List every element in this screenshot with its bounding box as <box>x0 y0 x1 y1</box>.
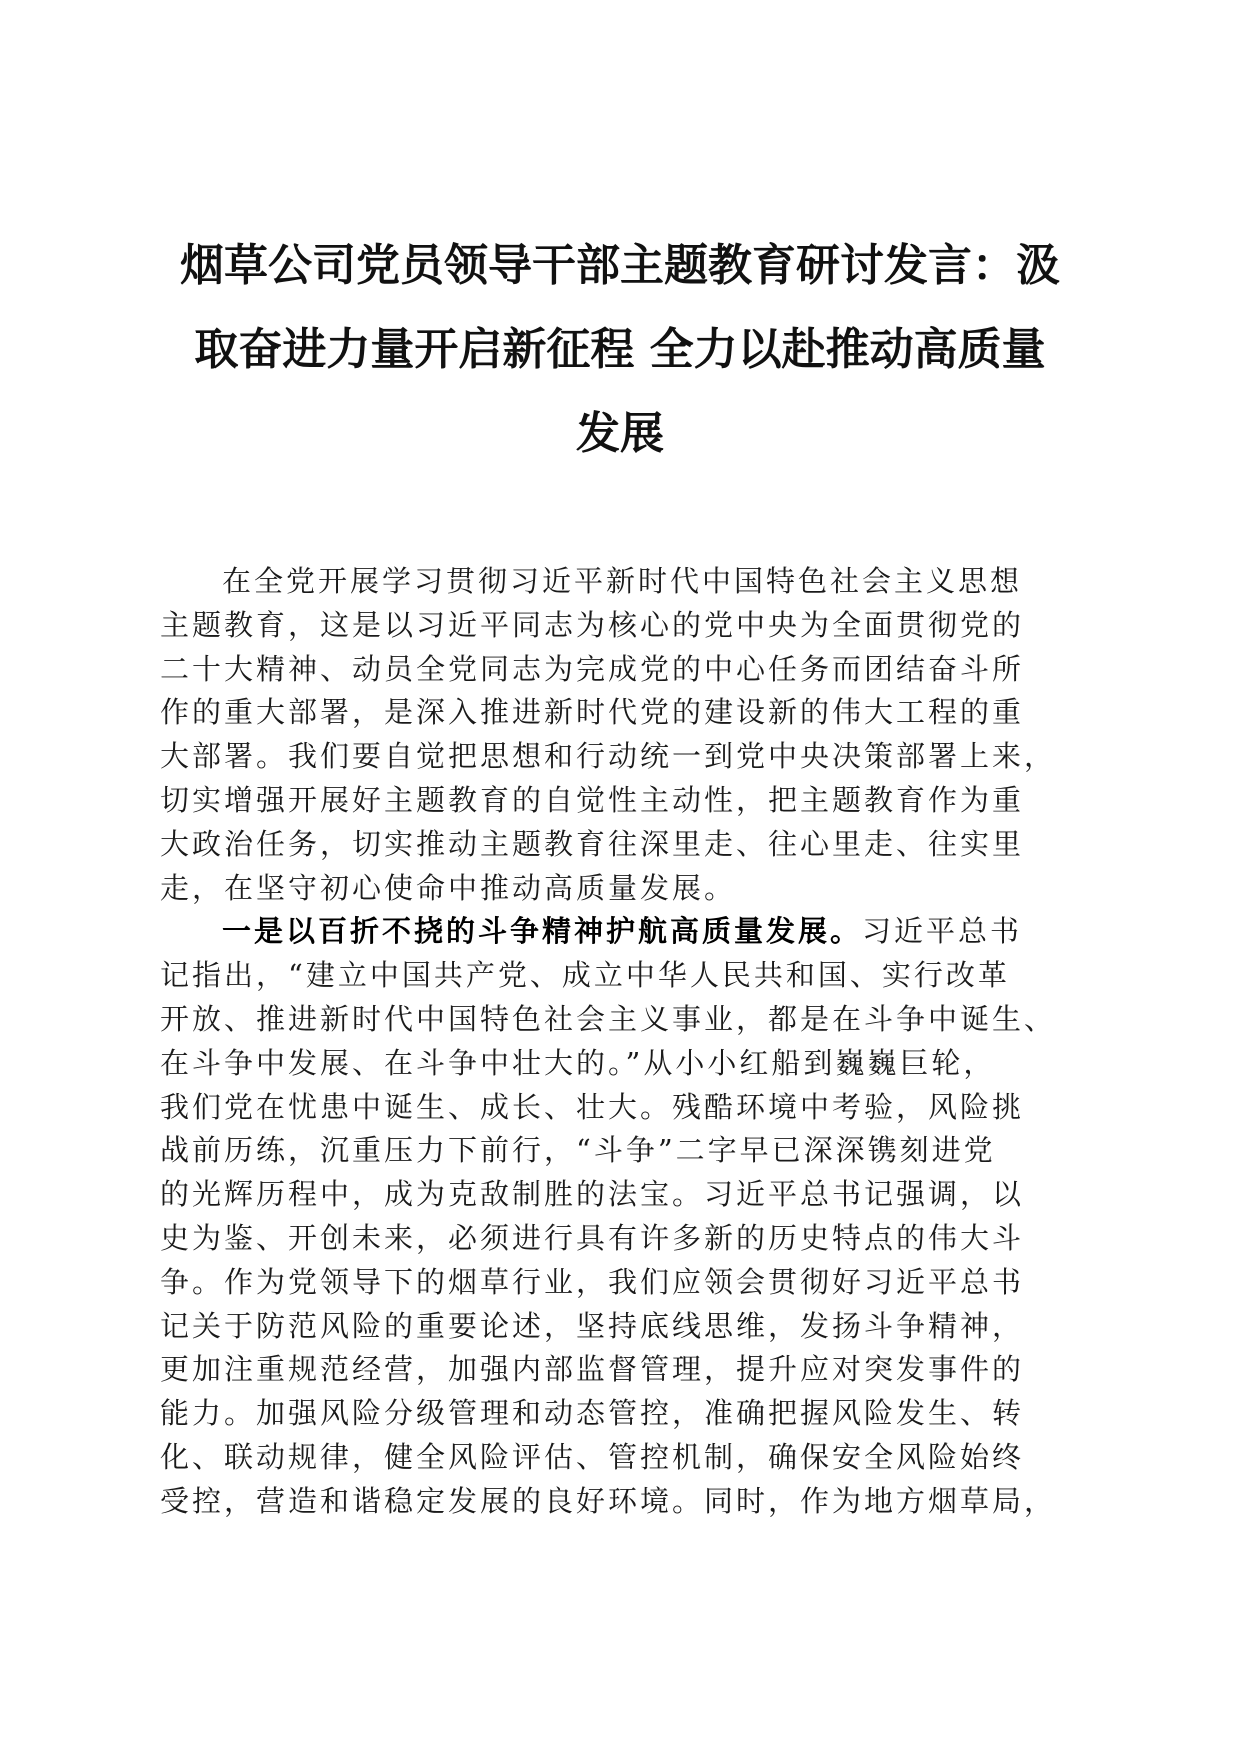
paragraph-line: 在全党开展学习贯彻习近平新时代中国特色社会主义思想 <box>222 564 1023 598</box>
paragraph-line: 记指出，“建立中国共产党、成立中华人民共和国、实行改革 <box>160 958 1010 993</box>
document-body <box>160 560 1100 1524</box>
document-title <box>130 224 1110 476</box>
paragraph-line: 在斗争中发展、在斗争中壮大的。”从小小红船到巍巍巨轮， <box>160 1045 996 1080</box>
paragraph-line: 作的重大部署，是深入推进新时代党的建设新的伟大工程的重 <box>160 695 1025 730</box>
paragraph-line: 记关于防范风险的重要论述，坚持底线思维，发扬斗争精神， <box>160 1308 1025 1343</box>
paragraph-line: 争。作为党领导下的烟草行业，我们应领会贯彻好习近平总书 <box>160 1264 1025 1299</box>
paragraph-first-line <box>160 910 1100 954</box>
paragraph-line: 大部署。我们要自觉把思想和行动统一到党中央决策部署上来， <box>160 739 1057 774</box>
paragraph-line: 二十大精神、动员全党同志为完成党的中心任务而团结奋斗所 <box>160 651 1025 686</box>
paragraph-line: 走，在坚守初心使命中推动高质量发展。 <box>160 870 737 905</box>
paragraph-line: 大政治任务，切实推动主题教育往深里走、往心里走、往实里 <box>160 826 1025 861</box>
title-line: 取奋进力量开启新征程 全力以赴推动高质量 <box>194 324 1046 375</box>
intro-paragraph <box>160 560 1100 910</box>
paragraph-text: 习近平总书 <box>862 914 1023 949</box>
paragraph-line: 史为鉴、开创未来，必须进行具有许多新的历史特点的伟大斗 <box>160 1220 1025 1255</box>
paragraph-line: 化、联动规律，健全风险评估、管控机制，确保安全风险始终 <box>160 1439 1025 1474</box>
paragraph-line: 开放、推进新时代中国特色社会主义事业，都是在斗争中诞生、 <box>160 1001 1057 1036</box>
paragraph-line: 战前历练，沉重压力下前行，“斗争”二字早已深深镌刻进党 <box>160 1133 996 1168</box>
section-heading: 一是以百折不挠的斗争精神护航高质量发展。 <box>222 914 863 949</box>
paragraph-line: 的光辉历程中，成为克敌制胜的法宝。习近平总书记强调，以 <box>160 1177 1025 1212</box>
title-line: 发展 <box>576 408 664 459</box>
section-one-paragraph <box>160 910 1100 1523</box>
paragraph-line: 更加注重规范经营，加强内部监督管理，提升应对突发事件的 <box>160 1352 1025 1387</box>
paragraph-line: 我们党在忧患中诞生、成长、壮大。残酷环境中考验，风险挑 <box>160 1089 1025 1124</box>
paragraph-line: 受控，营造和谐稳定发展的良好环境。同时，作为地方烟草局， <box>160 1483 1057 1518</box>
title-line: 烟草公司党员领导干部主题教育研讨发言：汲 <box>180 240 1060 291</box>
paragraph-line: 切实增强开展好主题教育的自觉性主动性，把主题教育作为重 <box>160 782 1025 817</box>
paragraph-line: 主题教育，这是以习近平同志为核心的党中央为全面贯彻党的 <box>160 607 1025 642</box>
paragraph-line: 能力。加强风险分级管理和动态管控，准确把握风险发生、转 <box>160 1396 1025 1431</box>
